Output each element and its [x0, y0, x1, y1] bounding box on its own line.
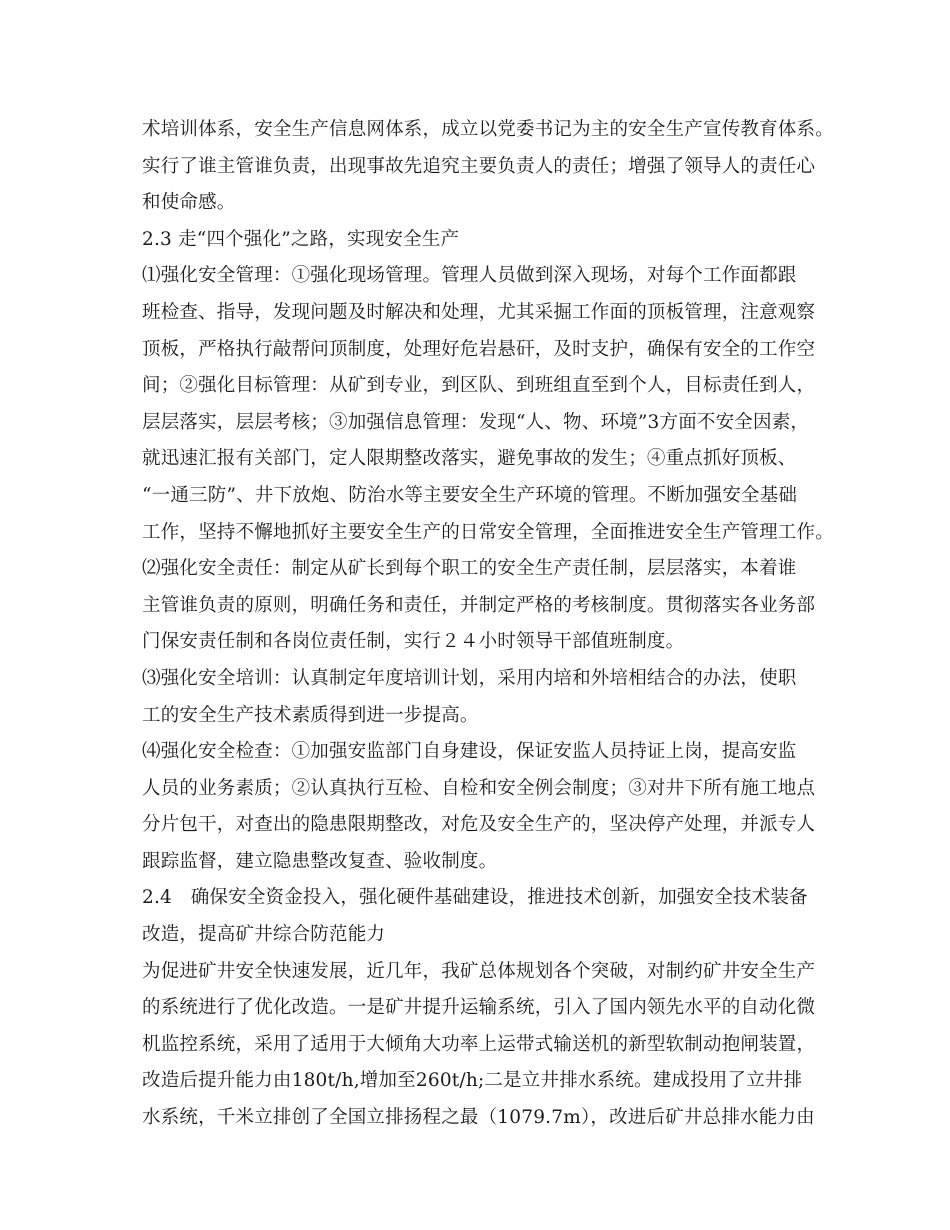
section-heading: 2.3 走“四个强化”之路，实现安全生产	[142, 228, 460, 250]
text-line: 工的安全生产技术素质得到进一步提高。	[142, 704, 479, 726]
text-line: 的系统进行了优化改造。一是矿井提升运输系统，引入了国内领先水平的自动化微	[142, 997, 816, 1019]
text-line: ⑶强化安全培训：认真制定年度培训计划，采用内培和外培相结合的办法，使职	[142, 667, 797, 689]
text-line: 跟踪监督，建立隐患整改复查、验收制度。	[142, 850, 498, 872]
text-line: 改造后提升能力由180t/h,增加至260t/h;二是立井排水系统。建成投用了立井排	[142, 1070, 803, 1092]
document-body	[142, 112, 834, 1137]
text-line: 工作，坚持不懈地抓好主要安全生产的日常安全管理，全面推进安全生产管理工作。	[142, 521, 834, 543]
text-line: 班检查、指导，发现问题及时解决和处理，尤其采掘工作面的顶板管理，注意观察	[142, 301, 816, 323]
text-line: 主管谁负责的原则，明确任务和责任，并制定严格的考核制度。贯彻落实各业务部	[142, 594, 816, 616]
text-line: 人员的业务素质；②认真执行互检、自检和安全例会制度；③对井下所有施工地点	[142, 777, 816, 799]
text-line: 和使命感。	[142, 192, 236, 214]
text-line: 门保安责任制和各岗位责任制，实行２４小时领导干部值班制度。	[142, 631, 685, 653]
text-line: 为促进矿井安全快速发展，近几年，我矿总体规划各个突破，对制约矿井安全生产	[142, 960, 816, 982]
text-line: 就迅速汇报有关部门，定人限期整改落实，避免事故的发生；④重点抓好顶板、	[142, 448, 797, 470]
section-heading-continued: 改造，提高矿井综合防范能力	[142, 924, 386, 946]
text-line: “一通三防”、井下放炮、防治水等主要安全生产环境的管理。不断加强安全基础	[142, 484, 798, 506]
text-line: ⑵强化安全责任：制定从矿长到每个职工的安全生产责任制，层层落实，本着谁	[142, 558, 797, 580]
text-line: 间；②强化目标管理：从矿到专业，到区队、到班组直至到个人，目标责任到人，	[142, 375, 816, 397]
text-line: 水系统，千米立排创了全国立排扬程之最（1079.7m），改进后矿井总排水能力由	[142, 1107, 815, 1129]
text-line: 顶板，严格执行敲帮问顶制度，处理好危岩悬矸，及时支护，确保有安全的工作空	[142, 338, 816, 360]
text-line: 机监控系统，采用了适用于大倾角大功率上运带式输送机的新型软制动抱闸装置，	[142, 1033, 816, 1055]
text-line: ⑴强化安全管理：①强化现场管理。管理人员做到深入现场，对每个工作面都跟	[142, 265, 797, 287]
text-line: 分片包干，对查出的隐患限期整改，对危及安全生产的，坚决停产处理，并派专人	[142, 814, 816, 836]
text-line: ⑷强化安全检查：①加强安监部门自身建设，保证安监人员持证上岗，提高安监	[142, 741, 797, 763]
text-line: 术培训体系，安全生产信息网体系，成立以党委书记为主的安全生产宣传教育体系。	[142, 119, 834, 140]
section-heading: 2.4 确保安全资金投入，强化硬件基础建设，推进技术创新，加强安全技术装备	[142, 887, 808, 909]
text-line: 层层落实，层层考核；③加强信息管理：发现“人、物、环境”3方面不安全因素，	[142, 411, 810, 433]
text-line: 实行了谁主管谁负责，出现事故先追究主要负责人的责任；增强了领导人的责任心	[142, 155, 816, 177]
